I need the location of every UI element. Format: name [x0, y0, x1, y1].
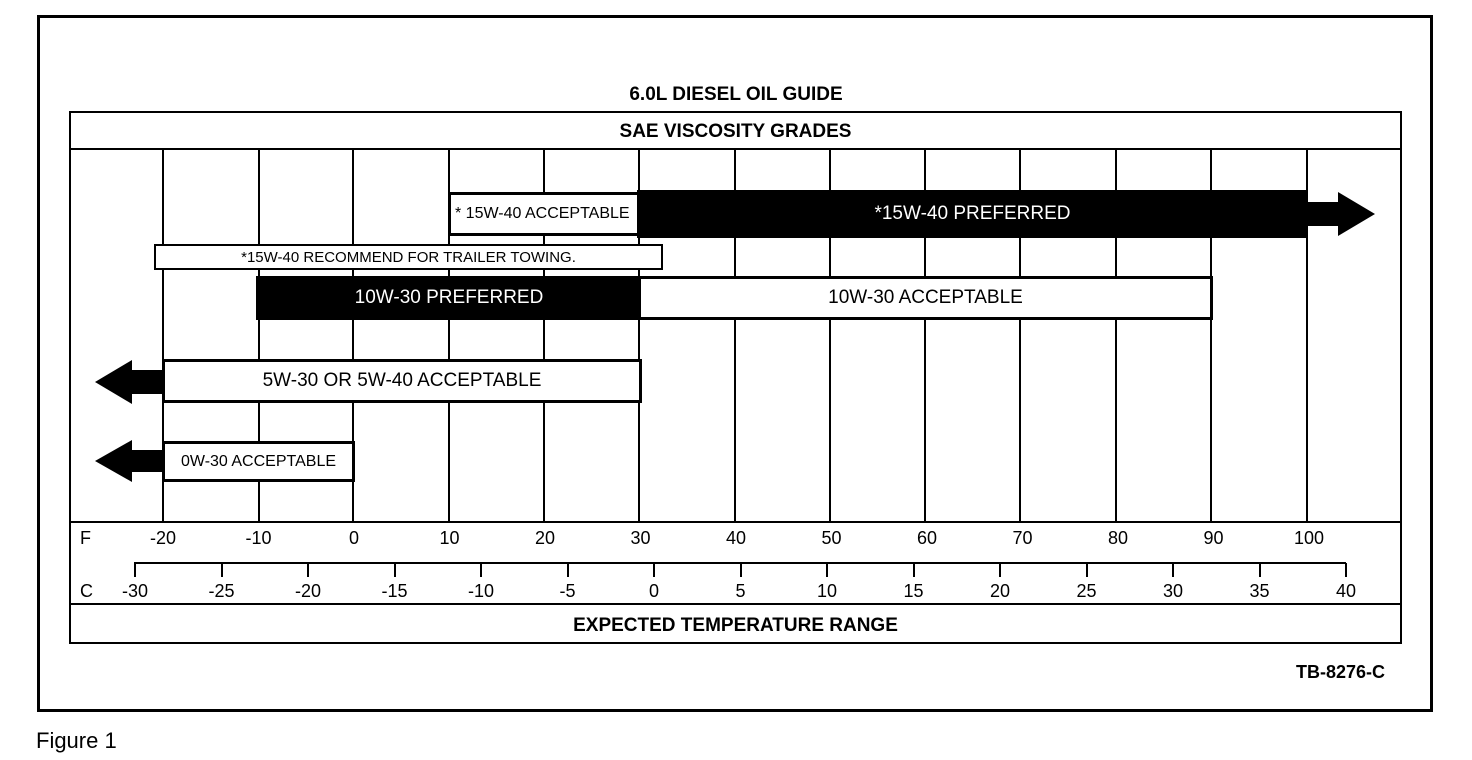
fahrenheit-tick-label: 20	[534, 528, 556, 548]
celsius-tick-mark	[1259, 563, 1261, 577]
temperature-range-footer: EXPECTED TEMPERATURE RANGE	[573, 615, 898, 636]
fahrenheit-tick-label: 10	[439, 528, 460, 548]
fahrenheit-tick-label: 90	[1203, 528, 1224, 548]
fahrenheit-tick-label: 80	[1107, 528, 1129, 548]
celsius-tick-label: 5	[735, 581, 746, 601]
bar-0w30-acceptable-label: 0W-30 ACCEPTABLE	[180, 452, 337, 470]
bar-10w30-preferred-label: 10W-30 PREFERRED	[354, 287, 544, 308]
fahrenheit-tick-label: 0	[348, 528, 359, 548]
figure-code: TB-8276-C	[1296, 662, 1386, 682]
celsius-tick-label: -5	[559, 581, 576, 601]
celsius-tick-mark	[913, 563, 915, 577]
fahrenheit-tick-label: 60	[916, 528, 938, 548]
figure-caption: Figure 1	[36, 728, 117, 753]
celsius-tick-label: 25	[1076, 581, 1097, 601]
right-arrow-icon	[1306, 192, 1375, 236]
celsius-tick-label: 0	[648, 581, 659, 601]
fahrenheit-tick-label: 30	[630, 528, 651, 548]
fahrenheit-tick-label: 50	[821, 528, 842, 548]
celsius-tick-label: 20	[989, 581, 1011, 601]
bar-5w30-5w40-acceptable-label: 5W-30 OR 5W-40 ACCEPTABLE	[262, 370, 542, 391]
celsius-tick-label: -10	[467, 581, 494, 601]
celsius-tick-label: 15	[903, 581, 924, 601]
celsius-tick-mark	[221, 563, 223, 577]
celsius-tick-label: -30	[121, 581, 148, 601]
viscosity-grades-header: SAE VISCOSITY GRADES	[619, 121, 852, 142]
celsius-tick-mark	[307, 563, 309, 577]
left-arrow-icon	[95, 440, 164, 482]
celsius-tick-mark	[999, 563, 1001, 577]
bar-10w30-acceptable-label: 10W-30 ACCEPTABLE	[828, 287, 1023, 308]
celsius-tick-label: -25	[208, 581, 235, 601]
celsius-tick-label: 10	[816, 581, 838, 601]
celsius-tick-mark	[480, 563, 482, 577]
bar-15w40-acceptable-label: * 15W-40 ACCEPTABLE	[455, 205, 630, 222]
chart-title: 6.0L DIESEL OIL GUIDE	[629, 84, 843, 105]
celsius-tick-label: 30	[1162, 581, 1184, 601]
fahrenheit-tick-label: 70	[1012, 528, 1033, 548]
left-arrow-icon	[95, 360, 164, 404]
celsius-tick-mark	[134, 563, 136, 577]
celsius-tick-mark	[567, 563, 569, 577]
celsius-tick-label: 35	[1249, 581, 1270, 601]
fahrenheit-tick-label: -10	[245, 528, 272, 548]
celsius-tick-mark	[1345, 563, 1347, 577]
celsius-tick-label: -20	[294, 581, 321, 601]
fahrenheit-unit-label: F	[80, 528, 91, 548]
bar-15w40-preferred-label: *15W-40 PREFERRED	[874, 203, 1071, 224]
fahrenheit-tick-label: -20	[149, 528, 176, 548]
fahrenheit-tick-label: 100	[1293, 528, 1325, 548]
trailer-towing-note-label: *15W-40 RECOMMEND FOR TRAILER TOWING.	[241, 248, 576, 266]
celsius-tick-label: -15	[381, 581, 408, 601]
celsius-tick-mark	[653, 563, 655, 577]
celsius-unit-label: C	[80, 581, 93, 601]
celsius-tick-mark	[1086, 563, 1088, 577]
celsius-tick-mark	[394, 563, 396, 577]
celsius-tick-mark	[1172, 563, 1174, 577]
celsius-tick-mark	[740, 563, 742, 577]
fahrenheit-tick-label: 40	[725, 528, 747, 548]
celsius-tick-label: 40	[1335, 581, 1357, 601]
celsius-tick-mark	[826, 563, 828, 577]
